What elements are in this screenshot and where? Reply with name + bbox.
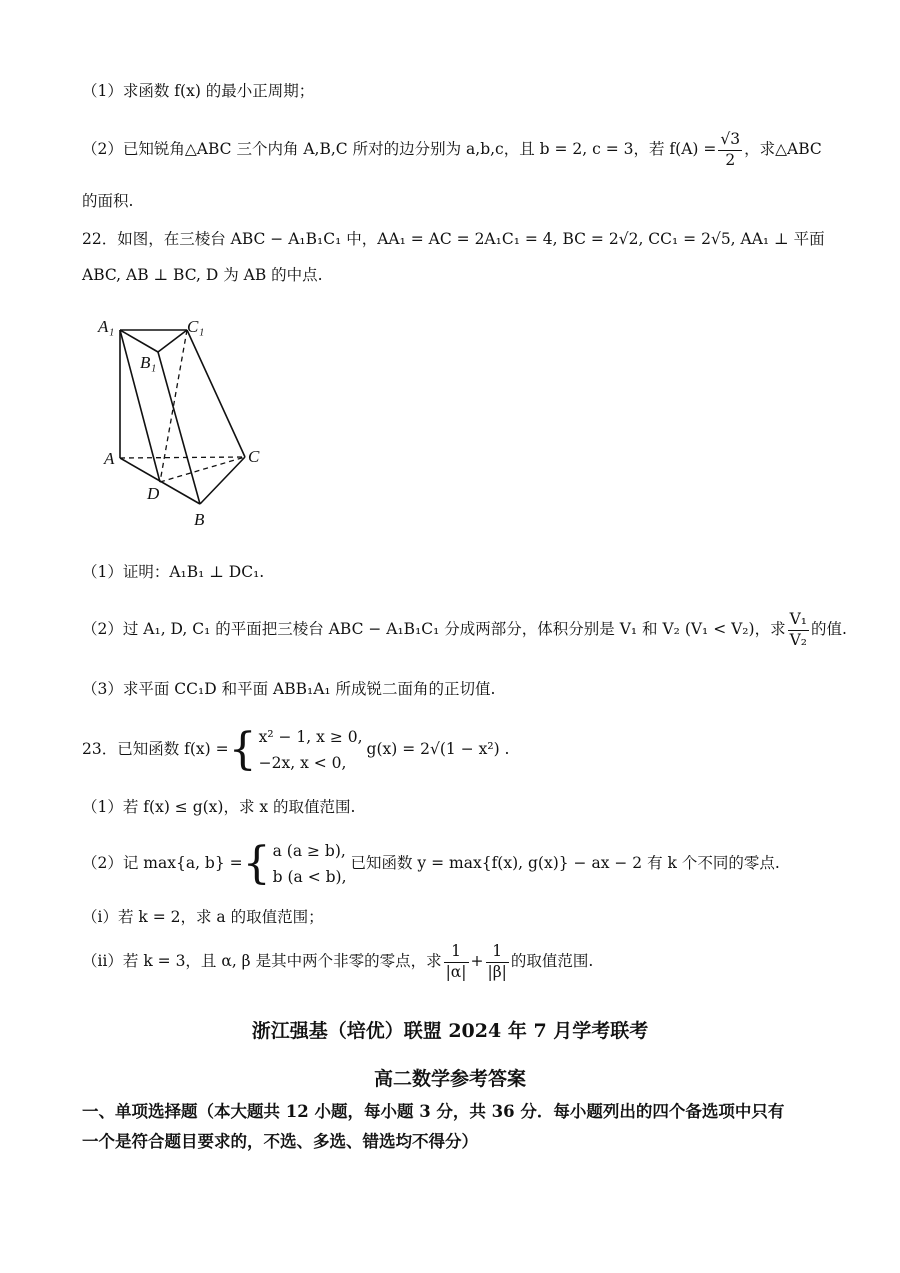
q23-frac-alpha-den: |α| — [445, 962, 467, 981]
edge-ac — [120, 457, 245, 458]
q21-fraction — [718, 132, 742, 168]
section1-line1: 一、单项选择题（本大题共 12 小题，每小题 3 分，共 36 分．每小题列出的四个备选项中只有 — [82, 1102, 785, 1121]
q22-part1: （1）证明：A₁B₁ ⊥ DC₁. — [82, 563, 265, 581]
q23-max-case2: b (a < b), — [272, 868, 347, 886]
label-d: D — [147, 484, 160, 503]
edge-cc1 — [187, 330, 245, 457]
brace-icon: { — [242, 838, 271, 889]
q21-part2 — [82, 132, 822, 168]
q23-max-case1: a (a ≥ b), — [272, 842, 346, 860]
q23-frac-beta-den: |β| — [487, 962, 507, 981]
q23-stem — [82, 724, 509, 776]
q23-frac-alpha — [444, 944, 469, 980]
brace-icon: { — [228, 724, 257, 775]
label-c1: C₁ — [187, 317, 205, 336]
label-c: C — [248, 447, 260, 466]
q23-frac-beta-num: 1 — [486, 944, 509, 963]
q22-stem-line2: ABC, AB ⊥ BC, D 为 AB 的中点. — [82, 266, 323, 284]
q23-frac-beta — [486, 944, 509, 980]
q22-part2-text: （2）过 A₁, D, C₁ 的平面把三棱台 ABC − A₁B₁C₁ 分成两部分，体积分别是 V₁ 和 V₂ (V₁ < V₂)，求 — [82, 620, 786, 639]
q21-frac-den: 2 — [725, 150, 736, 169]
q23-case2: −2x, x < 0, — [258, 754, 347, 772]
q22-part2 — [82, 612, 847, 648]
section1-line2: 一个是符合题目要求的，不选、多选、错选均不得分） — [82, 1132, 478, 1151]
q21-part2-cont: 的面积. — [82, 192, 134, 210]
label-b1: B₁ — [140, 353, 157, 372]
label-a1: A₁ — [98, 317, 115, 336]
q22-part2-tail: 的值. — [811, 620, 847, 639]
edge-b1c1 — [158, 330, 187, 352]
q22-frac-den: V₂ — [789, 630, 807, 649]
q23-sub-ii-tail: 的取值范围. — [510, 952, 594, 971]
q23-frac-alpha-num: 1 — [444, 944, 469, 963]
q23-piecewise — [229, 724, 363, 776]
q21-part1: （1）求函数 f(x) 的最小正周期； — [82, 82, 315, 100]
q22-part3: （3）求平面 CC₁D 和平面 ABB₁A₁ 所成锐二面角的正切值. — [82, 680, 496, 698]
q22-frac-num: V₁ — [788, 612, 809, 631]
q23-part2 — [82, 838, 780, 890]
q21-frac-num: √3 — [718, 132, 742, 151]
q23-case1: x² − 1, x ≥ 0, — [258, 728, 363, 746]
q23-max-def — [243, 838, 347, 890]
label-b: B — [194, 510, 205, 529]
q23-stem-prefix: 23．已知函数 f(x) = — [82, 740, 229, 759]
answer-subtitle: 高二数学参考答案 — [373, 1068, 526, 1090]
q23-stem-suffix: g(x) = 2√(1 − x²) . — [366, 740, 510, 759]
q21-part2-text: （2）已知锐角△ABC 三个内角 A,B,C 所对的边分别为 a,b,c，且 b = 2, c = 3，若 f(A) = — [82, 140, 717, 159]
q22-fraction — [788, 612, 809, 648]
q23-sub-ii — [82, 944, 593, 980]
q23-plus: + — [470, 952, 484, 971]
q23-part1: （1）若 f(x) ≤ g(x)，求 x 的取值范围. — [82, 798, 356, 816]
q21-part2-tail: ，求△ABC — [744, 140, 822, 159]
q22-stem-line1: 22．如图，在三棱台 ABC − A₁B₁C₁ 中，AA₁ = AC = 2A₁C₁ = 4, BC = 2√2, CC₁ = 2√5, AA₁ ⊥ 平面 — [82, 230, 825, 248]
answer-title: 浙江强基（培优）联盟 2024 年 7 月学考联考 — [251, 1020, 649, 1042]
frustum-figure — [90, 312, 280, 532]
q23-sub-i: （ⅰ）若 k = 2，求 a 的取值范围； — [82, 908, 324, 926]
q23-sub-ii-text: （ⅱ）若 k = 3，且 α, β 是其中两个非零的零点，求 — [82, 952, 442, 971]
label-a: A — [104, 449, 115, 468]
q23-part2-suffix: 已知函数 y = max{f(x), g(x)} − ax − 2 有 k 个不同的零点. — [350, 854, 780, 873]
q23-part2-prefix: （2）记 max{a, b} = — [82, 854, 243, 873]
